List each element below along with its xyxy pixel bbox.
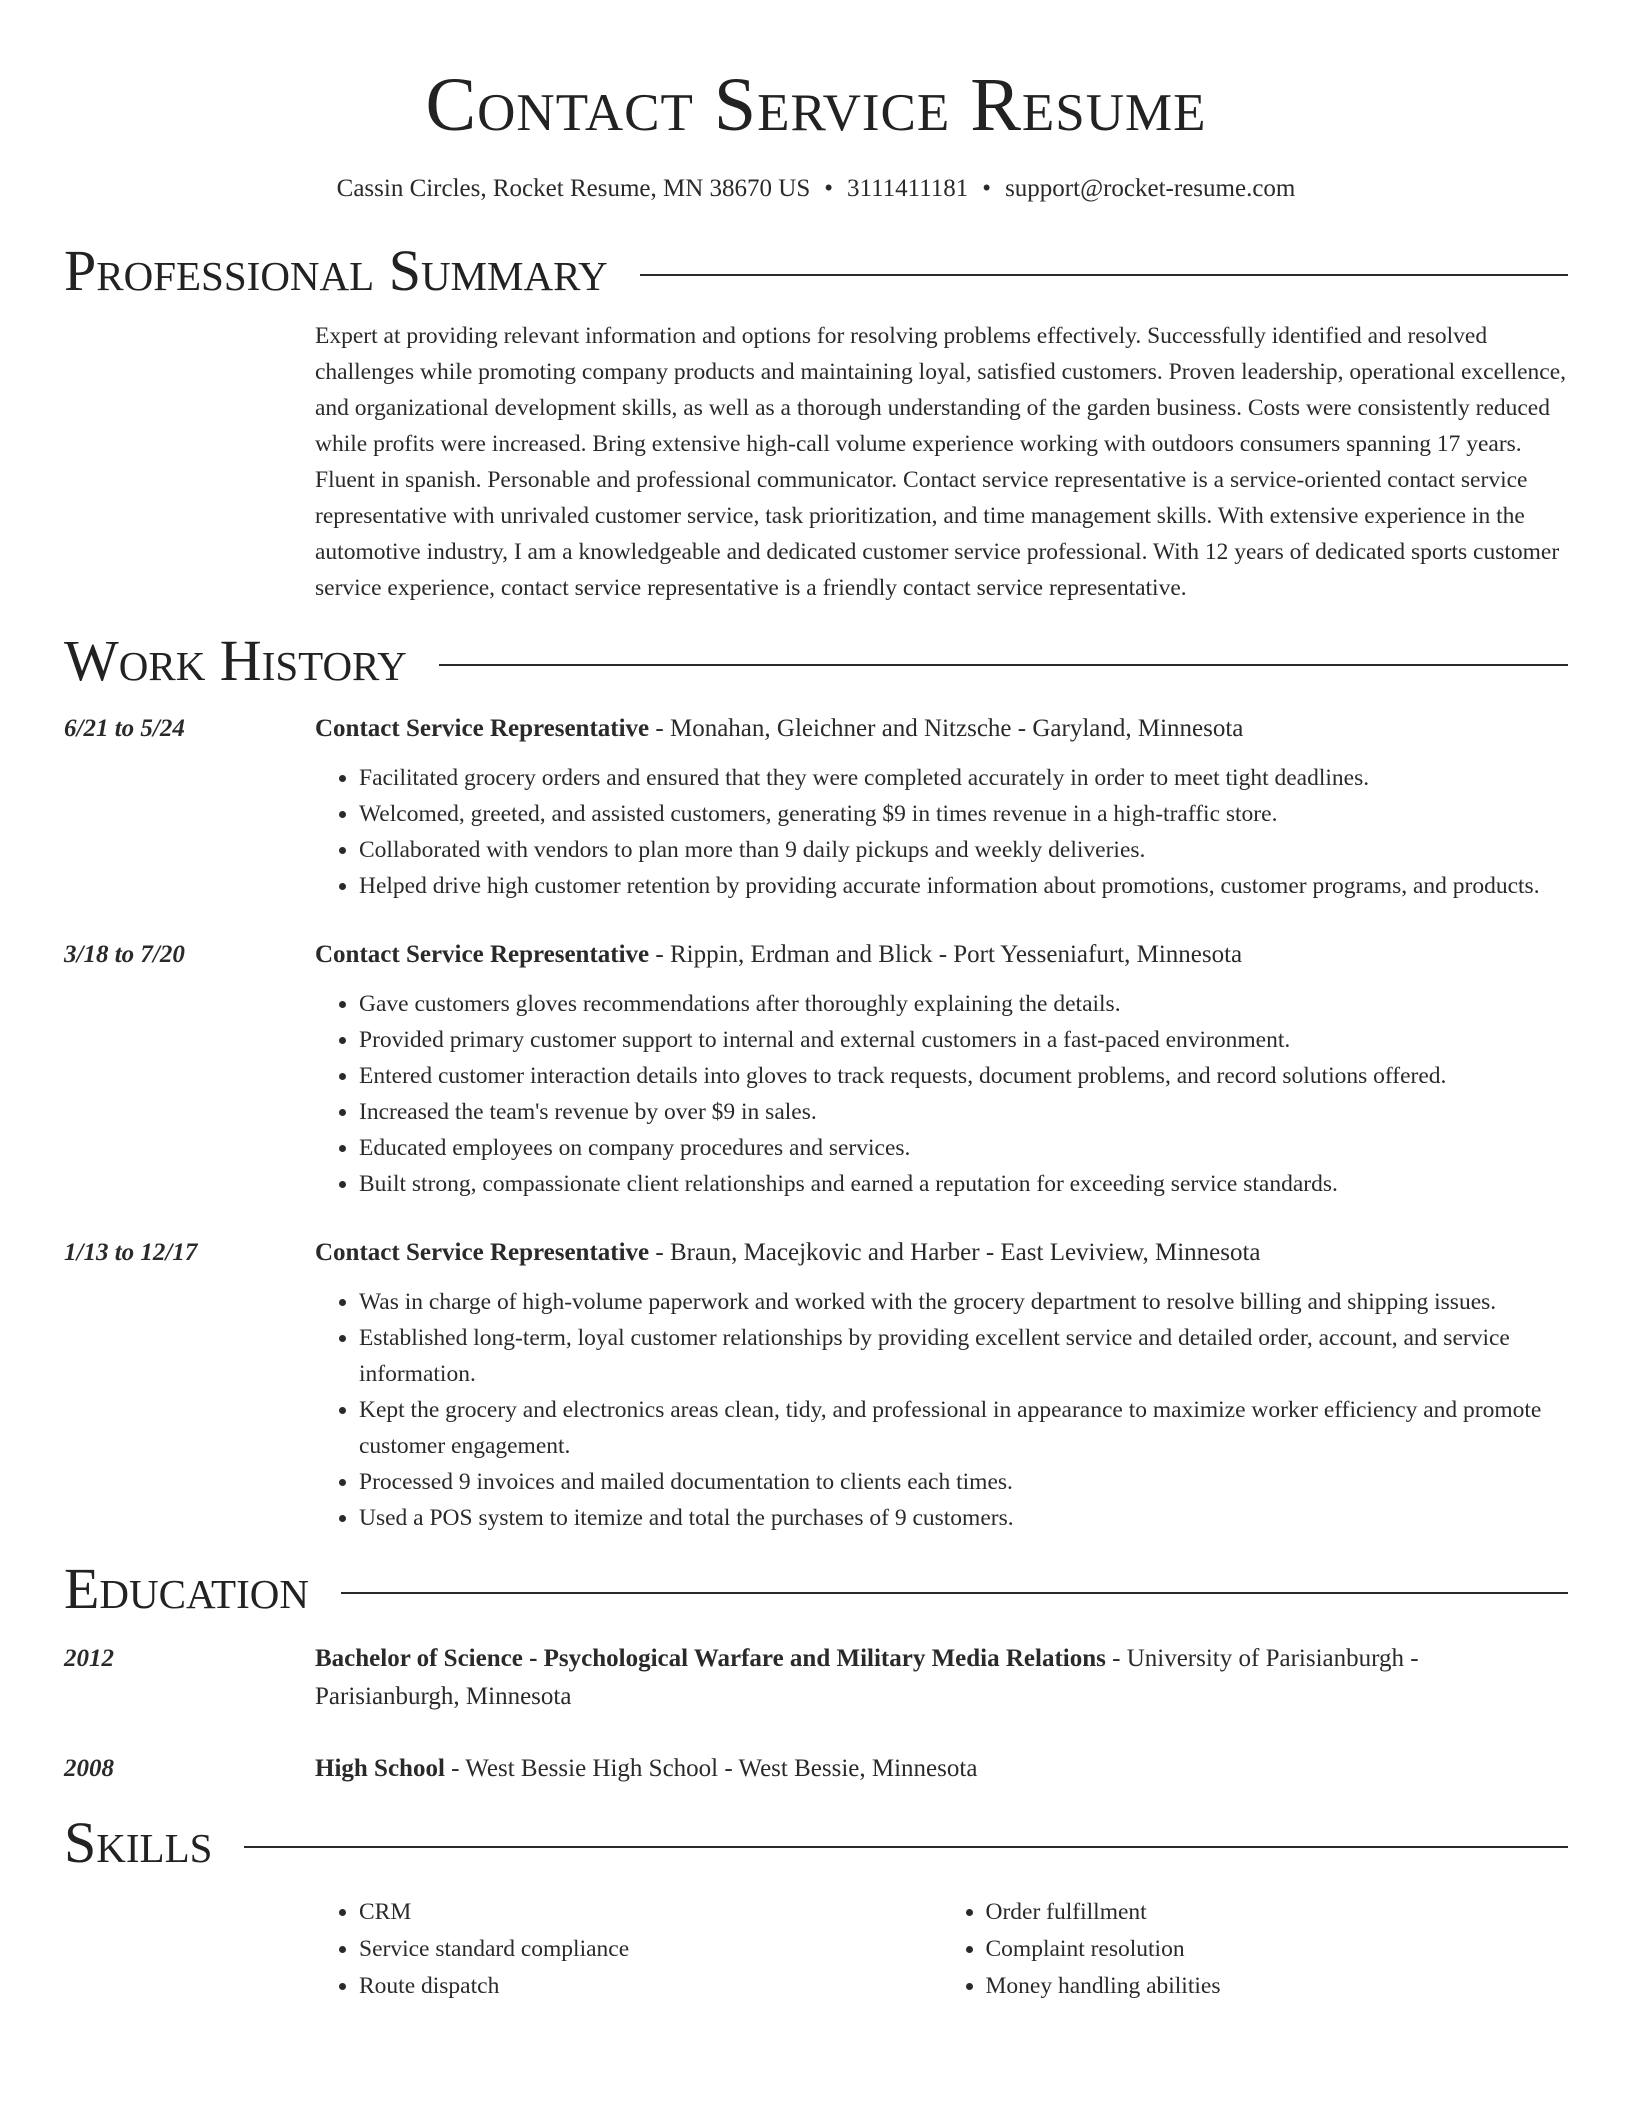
job-title-line xyxy=(315,1234,1568,1272)
job-bullet: • Welcomed, greeted, and assisted customers, generating $9 in times revenue in a high-traffic store. xyxy=(359,796,1568,832)
section-divider xyxy=(341,1592,1568,1594)
job-dates: 1/13 to 12/17 xyxy=(64,1239,198,1266)
job-bullet: • Established long-term, loyal customer relationships by providing excellent service and detailed order, account, and service information. xyxy=(359,1320,1568,1392)
skills-heading: Skills xyxy=(64,1810,213,1875)
job-bullet: • Increased the team's revenue by over $9 in sales. xyxy=(359,1094,1568,1130)
education-section-header xyxy=(64,1554,1568,1624)
education-entry xyxy=(64,1640,1568,1716)
skill-item: • Money handling abilities xyxy=(986,1968,1569,2005)
job-bullet: • Helped drive high customer retention by providing accurate information about promotions, customer programs, and products. xyxy=(359,868,1568,904)
education-degree: Bachelor of Science - Psychological Warfare and Military Media Relations xyxy=(315,1645,1106,1672)
job-bullet: • Educated employees on company procedures and services. xyxy=(359,1130,1568,1166)
job-bullet: • Facilitated grocery orders and ensured that they were completed accurately in order to meet tight deadlines. xyxy=(359,760,1568,796)
education-heading: Education xyxy=(64,1556,309,1621)
job-title-line xyxy=(315,710,1568,748)
skill-item: • Route dispatch xyxy=(359,1968,942,2005)
job-bullet: • Built strong, compassionate client relationships and earned a reputation for exceeding service standards. xyxy=(359,1166,1568,1202)
summary-text: Expert at providing relevant information and options for resolving problems effectively. Successfully identified and resolved challenges while promoting company products and maintaining loyal, satisfied customers. Proven leadership, operational excellence, and organizational development skills, as well as a thorough understanding of the garden business. Costs were consistently reduced while profits were increased. Bring extensive high-call volume experience working with outdoors consumers spanning 17 years. Fluent in spanish. Personable and professional communicator. Contact service representative is a service-oriented contact service representative with unrivaled customer service, task prioritization, and time management skills. With extensive experience in the automotive industry, I am a knowledgeable and dedicated customer service professional. With 12 years of dedicated sports customer service experience, contact service representative is a friendly contact service representative. xyxy=(315,323,1567,601)
summary-heading: Professional Summary xyxy=(64,238,608,303)
job-entry xyxy=(64,1234,1568,1536)
job-entry xyxy=(64,936,1568,1202)
section-divider xyxy=(439,664,1568,666)
contact-line xyxy=(64,172,1568,206)
skill-item: • Complaint resolution xyxy=(986,1931,1569,1968)
skill-item: • CRM xyxy=(359,1894,942,1931)
section-divider xyxy=(640,274,1568,276)
contact-separator: • xyxy=(824,175,833,202)
job-bullet: • Entered customer interaction details into gloves to track requests, document problems, and record solutions offered. xyxy=(359,1058,1568,1094)
skills-column-left xyxy=(315,1894,942,2005)
contact-address: Cassin Circles, Rocket Resume, MN 38670 US xyxy=(336,175,811,202)
education-school: - University of Parisianburgh - Parisianburgh, Minnesota xyxy=(315,1645,1419,1710)
job-bullet: • Provided primary customer support to internal and external customers in a fast-paced environment. xyxy=(359,1022,1568,1058)
job-company: - Braun, Macejkovic and Harber - East Leviview, Minnesota xyxy=(649,1239,1261,1266)
job-bullet: • Gave customers gloves recommendations after thoroughly explaining the details. xyxy=(359,986,1568,1022)
job-title: Contact Service Representative xyxy=(315,941,650,968)
education-content xyxy=(315,1640,1568,1716)
job-content xyxy=(315,1234,1568,1536)
section-divider xyxy=(244,1846,1568,1848)
job-bullet: • Was in charge of high-volume paperwork and worked with the grocery department to resolve billing and shipping issues. xyxy=(359,1284,1568,1320)
job-bullet: • Processed 9 invoices and mailed documentation to clients each times. xyxy=(359,1464,1568,1500)
job-dates: 6/21 to 5/24 xyxy=(64,715,185,742)
contact-phone: 3111411181 xyxy=(847,175,969,202)
education-year: 2008 xyxy=(64,1755,114,1782)
work-section-header xyxy=(64,626,1568,696)
skill-item: • Order fulfillment xyxy=(986,1894,1569,1931)
skills-column-right xyxy=(942,1894,1569,2005)
job-content xyxy=(315,710,1568,904)
skills-list xyxy=(315,1894,1568,2005)
contact-email: support@rocket-resume.com xyxy=(1005,175,1296,202)
job-dates: 3/18 to 7/20 xyxy=(64,941,185,968)
job-bullets xyxy=(315,1284,1568,1536)
job-content xyxy=(315,936,1568,1202)
skills-section-header xyxy=(64,1808,1568,1878)
job-bullets xyxy=(315,760,1568,904)
job-title: Contact Service Representative xyxy=(315,1239,650,1266)
resume-title: Contact Service Resume xyxy=(425,63,1207,147)
job-title: Contact Service Representative xyxy=(315,715,650,742)
summary-section-header xyxy=(64,236,1568,306)
resume-page xyxy=(64,0,1568,2005)
job-entry xyxy=(64,710,1568,904)
job-bullet: • Kept the grocery and electronics areas clean, tidy, and professional in appearance to maximize worker efficiency and promote customer engagement. xyxy=(359,1392,1568,1464)
job-bullets xyxy=(315,986,1568,1202)
education-school: - West Bessie High School - West Bessie, Minnesota xyxy=(444,1755,978,1782)
education-degree: High School xyxy=(315,1755,445,1782)
skill-item: • Service standard compliance xyxy=(359,1931,942,1968)
job-company: - Rippin, Erdman and Blick - Port Yesseniafurt, Minnesota xyxy=(649,941,1243,968)
education-entry xyxy=(64,1750,1568,1788)
education-year: 2012 xyxy=(64,1645,114,1672)
job-bullet: • Collaborated with vendors to plan more than 9 daily pickups and weekly deliveries. xyxy=(359,832,1568,868)
education-content xyxy=(315,1750,1568,1788)
work-heading: Work History xyxy=(64,628,407,693)
job-bullet: • Used a POS system to itemize and total the purchases of 9 customers. xyxy=(359,1500,1568,1536)
job-company: - Monahan, Gleichner and Nitzsche - Garyland, Minnesota xyxy=(649,715,1244,742)
contact-separator: • xyxy=(982,175,992,202)
job-title-line xyxy=(315,936,1568,974)
